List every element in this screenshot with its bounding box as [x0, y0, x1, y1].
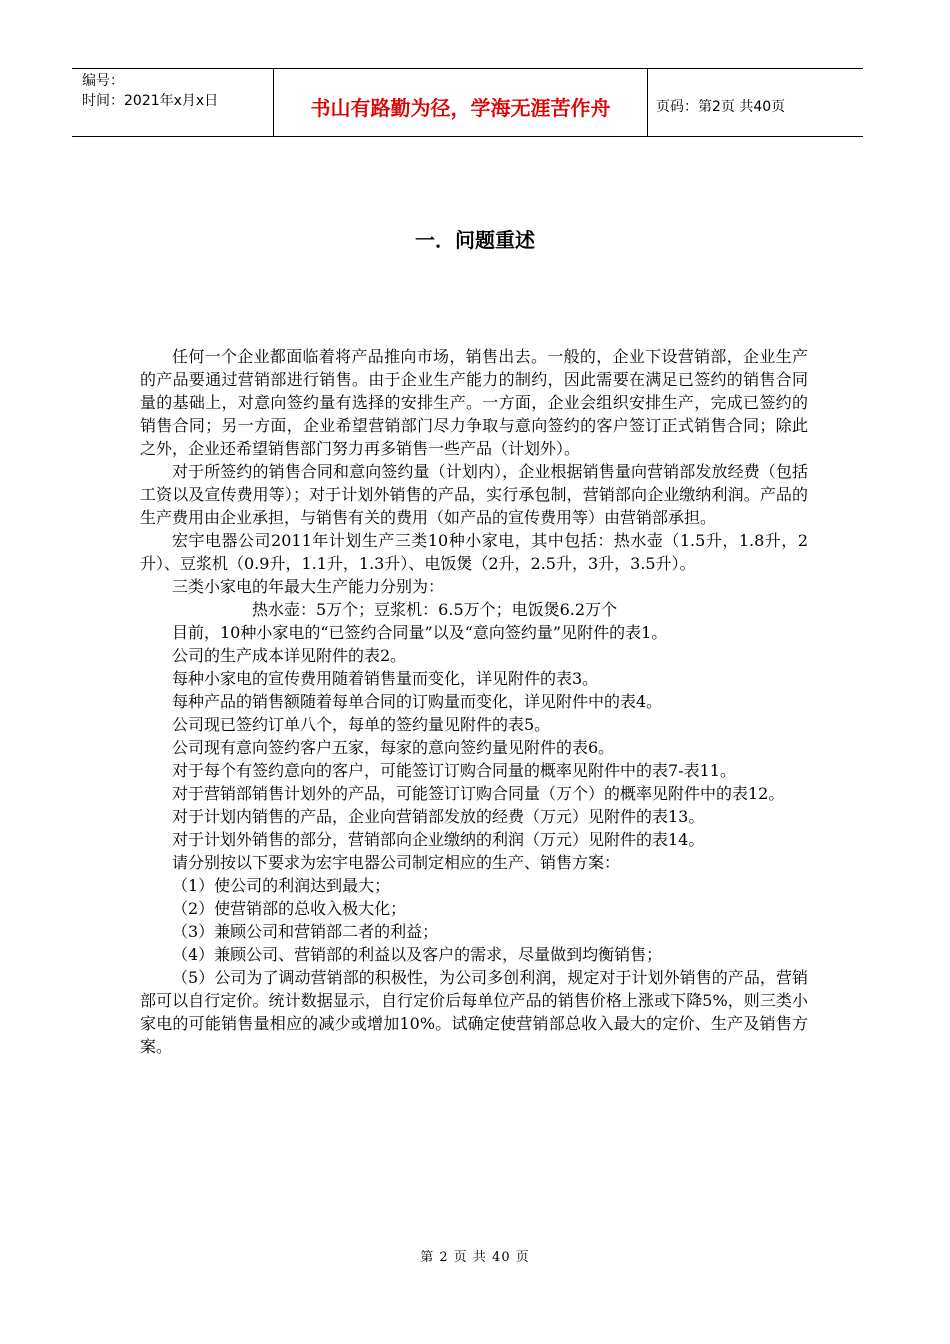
- paragraph: 对于营销部销售计划外的产品，可能签订订购合同量（万个）的概率见附件中的表12。: [172, 784, 785, 803]
- section-title: 一．问题重述: [415, 228, 535, 252]
- paragraph: 每种小家电的宣传费用随着销售量而变化，详见附件的表3。: [172, 669, 599, 688]
- document-time-label: 时间：2021年x月x日: [82, 93, 219, 109]
- paragraph: 公司现已签约订单八个，每单的签约量见附件的表5。: [172, 715, 551, 734]
- paragraph: 三类小家电的年最大生产能力分别为：: [172, 577, 445, 596]
- header-page-info: 页码：第2页 共40页: [656, 98, 786, 115]
- paragraph: 对于计划内销售的产品，企业向营销部发放的经费（万元）见附件的表13。: [172, 807, 705, 826]
- requirement-item: （3）兼顾公司和营销部二者的利益；: [172, 922, 439, 941]
- requirement-item: （4）兼顾公司、营销部的利益以及客户的需求，尽量做到均衡销售；: [172, 945, 663, 964]
- header-meta: [72, 69, 273, 136]
- paragraph: 宏宇电器公司2011年计划生产三类10种小家电，其中包括：热水壶（1.5升，1.8升，2升）、豆浆机（0.9升，1.1升，1.3升）、电饭煲（2升，2.5升，3升，3.5升）。: [140, 531, 808, 573]
- paragraph: 公司现有意向签约客户五家，每家的意向签约量见附件的表6。: [172, 738, 615, 757]
- capacity-line: 热水壶：5万个；豆浆机：6.5万个；电饭煲6.2万个: [252, 600, 618, 619]
- paragraph: 目前，10种小家电的“已签约合同量”以及“意向签约量”见附件的表1。: [172, 623, 668, 642]
- paragraph: 对于每个有签约意向的客户，可能签订订购合同量的概率见附件中的表7-表11。: [172, 761, 736, 780]
- body-text: [140, 345, 808, 1058]
- requirement-item: （2）使营销部的总收入极大化；: [172, 899, 407, 918]
- requirement-item: （5）公司为了调动营销部的积极性，为公司多创利润，规定对于计划外销售的产品，营销部可以自行定价。统计数据显示，自行定价后每单位产品的销售价格上涨或下降5%，则三类小家电的可能销售量相应的减少或增加10%。试确定使营销部总收入最大的定价、生产及销售方案。: [140, 968, 808, 1056]
- paragraph: 请分别按以下要求为宏宇电器公司制定相应的生产、销售方案：: [172, 853, 621, 872]
- document-number-label: 编号：: [82, 73, 124, 89]
- header-motto: 书山有路勤为径，学海无涯苦作舟: [273, 69, 648, 136]
- paragraph: 对于所签约的销售合同和意向签约量（计划内），企业根据销售量向营销部发放经费（包括工资以及宣传费用等）；对于计划外销售的产品，实行承包制，营销部向企业缴纳利润。产品的生产费用由企业承担，与销售有关的费用（如产品的宣传费用等）由营销部承担。: [140, 462, 808, 527]
- paragraph: 每种产品的销售额随着每单合同的订购量而变化，详见附件中的表4。: [172, 692, 663, 711]
- requirement-item: （1）使公司的利润达到最大；: [172, 876, 391, 895]
- paragraph: 任何一个企业都面临着将产品推向市场，销售出去。一般的，企业下设营销部，企业生产的产品要通过营销部进行销售。由于企业生产能力的制约，因此需要在满足已签约的销售合同量的基础上，对意向签约量有选择的安排生产。一方面，企业会组织安排生产，完成已签约的销售合同；另一方面，企业希望营销部门尽力争取与意向签约的客户签订正式销售合同；除此之外，企业还希望销售部门努力再多销售一些产品（计划外）。: [140, 347, 808, 458]
- paragraph: 公司的生产成本详见附件的表2。: [172, 646, 407, 665]
- page-header: [72, 68, 863, 137]
- paragraph: 对于计划外销售的部分，营销部向企业缴纳的利润（万元）见附件的表14。: [172, 830, 705, 849]
- page-footer: 第 2 页 共 40 页: [420, 1250, 530, 1265]
